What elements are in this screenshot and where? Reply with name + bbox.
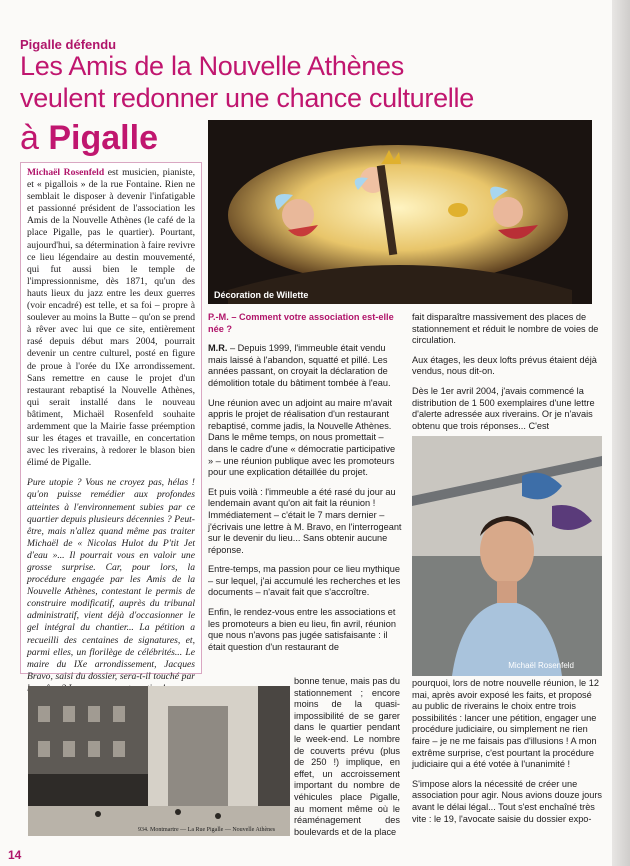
portrait-image	[412, 436, 602, 676]
col3-paragraph-3: Dès le 1er avril 2004, j'avais commencé la distribution de 1 500 exemplaires d'une lettre d'alerte adressée aux riverains. Or je n'avais obtenu que trois réponses... C'est	[412, 385, 595, 431]
ceiling-painting-photo	[208, 120, 592, 304]
bottom-mid-paragraph: bonne tenue, mais pas du stationnement ; encore moins de la quasi-impossibilité de se garer dans le quartier pendant le week-end. Le nombre de couverts prévu (plus de 250 !) implique, en effet, un accroissement important du nombre de véhicules place Pigalle, au moment même où le réaménagement des boulevards et de la place	[294, 676, 400, 837]
title-line-3	[20, 118, 158, 158]
photo1-caption: Décoration de Willette	[214, 290, 309, 300]
interview-answer-4: Entre-temps, ma passion pour ce lieu mythique – sur lequel, j'ai accumulé les recherches et les documents – n'avait fait que s'accroître.	[208, 564, 401, 598]
title-prefix: à	[20, 119, 39, 157]
ceiling-painting-image	[208, 120, 592, 304]
portrait-photo	[412, 436, 602, 676]
postcard-image	[28, 686, 290, 836]
page-edge	[612, 0, 630, 866]
interview-answer-1	[208, 343, 402, 389]
interview-column-2-top	[412, 312, 600, 432]
intro-box	[20, 162, 202, 682]
intro-paragraph-2: Pure utopie ? Vous ne croyez pas, hélas ! qu'on puisse remédier aux profondes atteintes à l'environnement subies par ce quartier depuis plusieurs décennies ? Peut-être, mais n'allez quand même pas traiter Michaël de « Nicolas Hulot du P'tit Jet d'eau »... Il pourrait vous en valoir une grosse surprise. Car, pour lors, la procédure engagée par les Amis de la Nouvelle Athènes, contestant le permis de construire modificatif, auprès du tribunal administratif, vient déjà d'occasionner le gel intégral du chantier... La pétition a recueilli des centaines de signatures, et, parmi elles, un florilège de célébrités... Le maire du IXe arrondissement, Jacques Bravo, saisi du dossier, sera-t-il touché par	[27, 477, 195, 682]
speaker-initials: M.R.	[208, 343, 228, 354]
interview-column-2-bottom	[412, 678, 602, 866]
interview-answer-2: Une réunion avec un adjoint au maire m'avait appris le projet de réalisation d'un restaurant rebaptisé, comme jadis, la Nouvelle Athènes. Dans le même temps, on nous promettait – dans le cadre d'une « démocratie participative » – une réunion publique avec les promoteurs pour une explication détaillée du projet.	[208, 397, 396, 478]
photo3-caption: 934. Montmartre — La Rue Pigalle — Nouvelle Athènes	[138, 827, 276, 833]
answer-1-text: – Depuis 1999, l'immeuble était vendu mais laissé à l'abandon, squatté et pillé. Les années passant, on croyait la déclaration de démolition totale du bâtiment tombée à l'eau.	[208, 343, 391, 388]
bottom-right-paragraph-1: pourquoi, lors de notre nouvelle réunion, le 12 mai, après avoir exposé les faits, et proposé au public de riverains le choix entre trois possibilités : lancer une pétition, engager une procédure judiciaire, ou simplement ne rien faire – je ne me faisais pas d'illusions ! A mon extrême surprise, c'est pourtant la procédure judiciaire qui a été votée à l'unanimité !	[412, 678, 599, 770]
interview-column-1-bottom	[294, 676, 400, 866]
photo2-caption: Michaël Rosenfeld	[508, 661, 574, 670]
interview-answer-3: Et puis voilà : l'immeuble a été rasé du jour au lendemain avant qu'on ait fait la réunion ! Immédiatement – c'était le 7 mars dernier – j'écrivais une lettre à M. Bravo, en l'interrogeant sur le devenir du lieu... Sans obtenir aucune réponse.	[208, 486, 402, 555]
title-line-1: Les Amis de la Nouvelle Athènes	[20, 51, 404, 81]
title-line-2: veulent redonner une chance culturelle	[20, 83, 474, 113]
page-number: 14	[8, 848, 22, 862]
interview-answer-5: Enfin, le rendez-vous entre les associations et les promoteurs a bien eu lieu, fin avril, réunion que nous n'avons pas jugée satisfaisante : il était question d'un restaurant de	[208, 607, 396, 652]
bottom-right-paragraph-2: S'impose alors la nécessité de créer une association pour agir. Nous avions douze jours avant le délai légal... Tout s'est enchaîné très vite : le 19, l'avocate saisie du dossier expo-	[412, 778, 602, 824]
interview-column-1	[208, 312, 402, 678]
col3-paragraph-1: fait disparaître massivement des places de stationnement et réduit le nombre de voies de circulation.	[412, 312, 599, 346]
col3-paragraph-2: Aux étages, les deux lofts prévus étaient déjà vendus, nous dit-on.	[412, 354, 597, 377]
intro-text-1: est musicien, pianiste, et « pigallois » de la rue Fontaine. Rien ne semblait le disposer à devenir l'infatigable et passionné président de l'association les Amis de la Nouvelle Athènes (le café de la place Pigalle, pas le quartier). Pourtant, aujourd'hui, sa détermination à faire revivre ce lieu légendaire au destin mouvementé, qui fut aussi bien le temple de l'impressionnisme, dès 1871, qu'un des hauts lieux du jazz entre les deux guerres (voir encadré) est telle, et sa foi – propre à soulever au moins la Butte – qu'on se prend à rêver avec lui que ce site, entièrement rasé depuis début mars 2004, pourrait devenir un centre culturel, posté en figure de proue à l'orée du IXe arrondissement. Sans remettre en cause le projet d'un restaurant rebaptisé la Nouvelle Athènes, qui serait installé dans le nouveau bâtiment, Michaël Rosenfeld souhaite ardemment que la Mairie fasse préemption sur les étages et travaille, en concertation avec les riverains, à redorer le blason bien élimé de Pigalle.	[27, 167, 195, 469]
section-kicker: Pigalle défendu	[20, 37, 117, 52]
interview-question: P.-M. – Comment votre association est-elle née ?	[208, 312, 394, 334]
title-bold-word: Pigalle	[48, 119, 158, 157]
intro-name: Michaël Rosenfeld	[27, 167, 105, 178]
intro-paragraph-1	[27, 167, 195, 469]
article-title	[20, 50, 580, 114]
old-postcard-photo	[28, 686, 290, 836]
